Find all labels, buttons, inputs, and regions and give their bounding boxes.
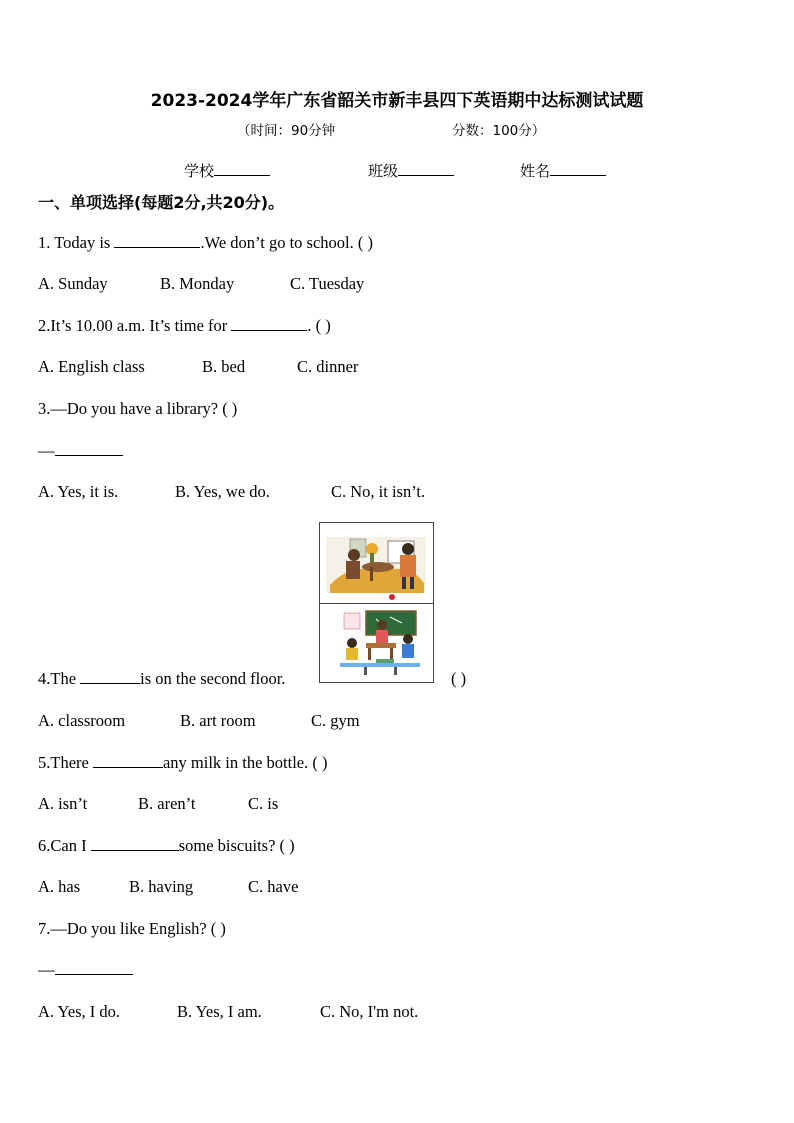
question-1 (38, 233, 373, 253)
school-label: 学校 (184, 162, 215, 180)
q2-text-post: . ( ) (307, 316, 331, 335)
q7-option-c[interactable]: C. No, I'm not. (320, 1002, 419, 1021)
class-field[interactable] (368, 160, 454, 181)
question-4-illustration (319, 522, 434, 683)
q5-option-b[interactable]: B. aren’t (138, 794, 196, 813)
q4-text-post: is on the second floor. (140, 669, 286, 688)
name-field[interactable] (520, 160, 606, 181)
name-blank[interactable] (550, 161, 606, 176)
q7-blank[interactable] (55, 960, 133, 975)
q1-option-a[interactable]: A. Sunday (38, 274, 108, 293)
q7-option-a[interactable]: A. Yes, I do. (38, 1002, 121, 1021)
q6-text-post: some biscuits? ( ) (178, 836, 295, 855)
q1-option-b[interactable]: B. Monday (160, 274, 235, 293)
q5-text-pre: 5.There (38, 753, 93, 772)
question-5 (38, 753, 328, 773)
q1-blank[interactable] (114, 233, 200, 248)
question-6 (38, 836, 295, 856)
q5-blank[interactable] (93, 753, 163, 768)
q1-text-pre: 1. Today is (38, 233, 115, 252)
q2-option-b[interactable]: B. bed (202, 357, 246, 376)
q2-text-pre: 2.It’s 10.00 a.m. It’s time for (38, 316, 232, 335)
q4-option-a[interactable]: A. classroom (38, 711, 126, 730)
q4-option-c[interactable]: C. gym (311, 711, 360, 730)
exam-time: （时间：90分钟 (237, 123, 336, 139)
q3-option-b[interactable]: B. Yes, we do. (175, 482, 270, 501)
q5-text-post: any milk in the bottle. ( ) (162, 753, 328, 772)
q3-blank[interactable] (55, 441, 123, 456)
q4-answer-paren[interactable]: ( ) (451, 669, 467, 688)
name-label: 姓名 (520, 162, 551, 180)
exam-score: 分数：100分） (452, 123, 546, 139)
q6-option-a[interactable]: A. has (38, 877, 81, 896)
q2-option-c[interactable]: C. dinner (297, 357, 359, 376)
q5-option-c[interactable]: C. is (248, 794, 279, 813)
q3-option-a[interactable]: A. Yes, it is. (38, 482, 119, 501)
q6-blank[interactable] (91, 836, 179, 851)
school-blank[interactable] (214, 161, 270, 176)
q5-option-a[interactable]: A. isn’t (38, 794, 88, 813)
q1-option-c[interactable]: C. Tuesday (290, 274, 365, 293)
section-heading: 一、单项选择(每题2分,共20分)。 (38, 193, 285, 212)
q7-dash: — (38, 960, 55, 979)
art-room-picture (320, 523, 433, 604)
question-3: 3.—Do you have a library? ( ) (38, 399, 238, 418)
q4-text-pre: 4.The (38, 669, 81, 688)
q4-option-b[interactable]: B. art room (180, 711, 256, 730)
page-title: 2023-2024学年广东省韶关市新丰县四下英语期中达标测试试题 (150, 91, 644, 111)
q6-option-c[interactable]: C. have (248, 877, 299, 896)
class-blank[interactable] (398, 161, 454, 176)
class-label: 班级 (368, 162, 399, 180)
q7-answer-line (38, 960, 133, 980)
q6-option-b[interactable]: B. having (129, 877, 194, 896)
question-4 (38, 669, 285, 689)
q2-option-a[interactable]: A. English class (38, 357, 145, 376)
classroom-picture (320, 603, 433, 683)
q3-option-c[interactable]: C. No, it isn’t. (331, 482, 426, 501)
question-7: 7.—Do you like English? ( ) (38, 919, 226, 938)
q7-option-b[interactable]: B. Yes, I am. (177, 1002, 262, 1021)
q4-blank[interactable] (80, 669, 140, 684)
q1-text-post: .We don’t go to school. ( ) (200, 233, 373, 252)
school-field[interactable] (184, 160, 270, 181)
q3-answer-line (38, 441, 123, 461)
q6-text-pre: 6.Can I (38, 836, 91, 855)
question-2 (38, 316, 331, 336)
q2-blank[interactable] (231, 316, 307, 331)
q3-dash: — (38, 441, 55, 460)
